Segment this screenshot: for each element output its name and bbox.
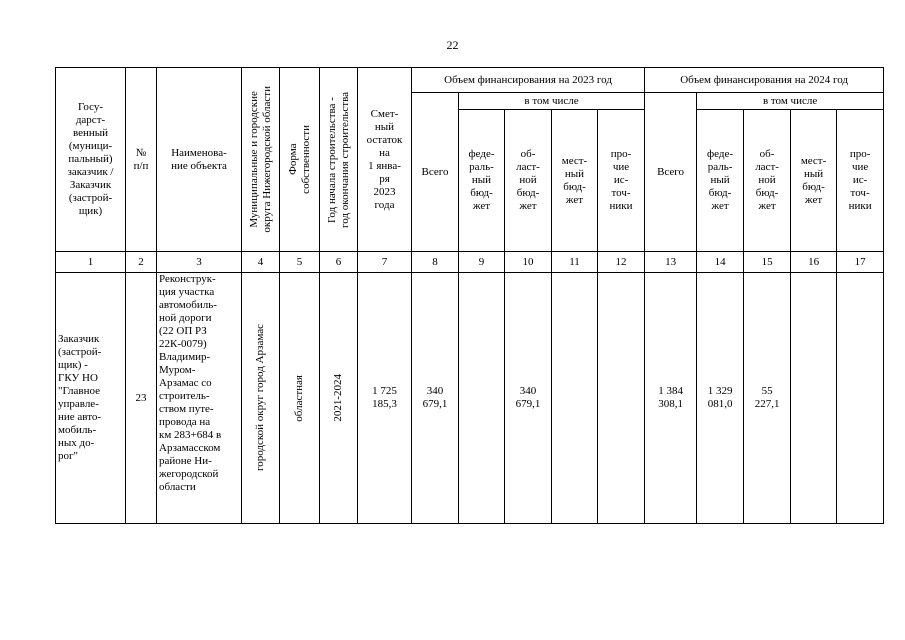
column-number: 8	[412, 252, 459, 273]
header-2024-including: в том числе	[697, 93, 884, 110]
column-number: 4	[242, 252, 280, 273]
column-number: 5	[280, 252, 320, 273]
cell-2024-federal: 1 329 081,0	[697, 273, 744, 524]
cell-number: 23	[126, 273, 157, 524]
cell-ownership-text: областная	[293, 374, 305, 422]
column-number: 14	[697, 252, 744, 273]
header-2024-federal: феде- раль- ный бюд- жет	[697, 110, 744, 252]
header-2024-regional: об- ласт- ной бюд- жет	[744, 110, 791, 252]
header-2023-including: в том числе	[459, 93, 645, 110]
header-municipality-text: Муниципальные и городские округа Нижегородской области	[247, 86, 273, 233]
header-row-1	[56, 68, 884, 93]
column-number: 12	[598, 252, 645, 273]
cell-2024-other	[837, 273, 884, 524]
cell-2023-local	[552, 273, 598, 524]
column-number: 2	[126, 252, 157, 273]
column-number: 16	[791, 252, 837, 273]
header-ownership	[280, 68, 320, 252]
cell-2023-total: 340 679,1	[412, 273, 459, 524]
column-number: 3	[157, 252, 242, 273]
header-2023-local: мест- ный бюд- жет	[552, 110, 598, 252]
cell-2024-total: 1 384 308,1	[645, 273, 697, 524]
column-number: 17	[837, 252, 884, 273]
header-2023-total: Всего	[412, 93, 459, 252]
column-number-row	[56, 252, 884, 273]
cell-2024-regional: 55 227,1	[744, 273, 791, 524]
column-number: 9	[459, 252, 505, 273]
column-number: 10	[505, 252, 552, 273]
cell-object-name: Реконструк- ция участка автомобиль- ной дороги (22 ОП РЗ 22К-0079) Владимир- Муром- Арзамас со строитель- ством путе- провода на км 283+684 в Арзамасском районе Ни- жегородской области	[157, 273, 242, 524]
header-financing-2023: Объем финансирования на 2023 год	[412, 68, 645, 93]
page-number: 22	[446, 38, 459, 52]
header-2024-total: Всего	[645, 93, 697, 252]
column-number: 7	[358, 252, 412, 273]
header-2024-other: про- чие ис- точ- ники	[837, 110, 884, 252]
cell-2023-regional: 340 679,1	[505, 273, 552, 524]
cell-municipality	[242, 273, 280, 524]
column-number: 15	[744, 252, 791, 273]
header-municipality	[242, 68, 280, 252]
header-financing-2024: Объем финансирования на 2024 год	[645, 68, 884, 93]
column-number: 1	[56, 252, 126, 273]
cell-municipality-text: городской округ город Арзамас	[254, 324, 266, 472]
header-2023-other: про- чие ис- точ- ники	[598, 110, 645, 252]
cell-2023-other	[598, 273, 645, 524]
header-2023-regional: об- ласт- ной бюд- жет	[505, 110, 552, 252]
header-ownership-text: Форма собственности	[286, 125, 312, 194]
header-years-text: Год начала строительства - год окончания строительства	[325, 91, 351, 228]
financing-table	[55, 67, 884, 524]
header-estimate-remainder: Смет- ный остаток на 1 янва- ря 2023 года	[358, 68, 412, 252]
cell-2023-federal	[459, 273, 505, 524]
header-object-name: Наименова- ние объекта	[157, 68, 242, 252]
cell-years	[320, 273, 358, 524]
table-row	[56, 273, 884, 524]
header-customer: Госу- дарст- венный (муници- пальный) заказчик / Заказчик (застрой- щик)	[56, 68, 126, 252]
header-2024-local: мест- ный бюд- жет	[791, 110, 837, 252]
column-number: 11	[552, 252, 598, 273]
cell-customer: Заказчик (застрой- щик) - ГКУ НО "Главное управле- ние авто- мобиль- ных до- рог"	[56, 273, 126, 524]
header-number: № п/п	[126, 68, 157, 252]
cell-years-text: 2021-2024	[332, 374, 344, 422]
cell-ownership	[280, 273, 320, 524]
cell-estimate-remainder: 1 725 185,3	[358, 273, 412, 524]
header-2023-federal: феде- раль- ный бюд- жет	[459, 110, 505, 252]
header-years	[320, 68, 358, 252]
cell-2024-local	[791, 273, 837, 524]
column-number: 6	[320, 252, 358, 273]
column-number: 13	[645, 252, 697, 273]
